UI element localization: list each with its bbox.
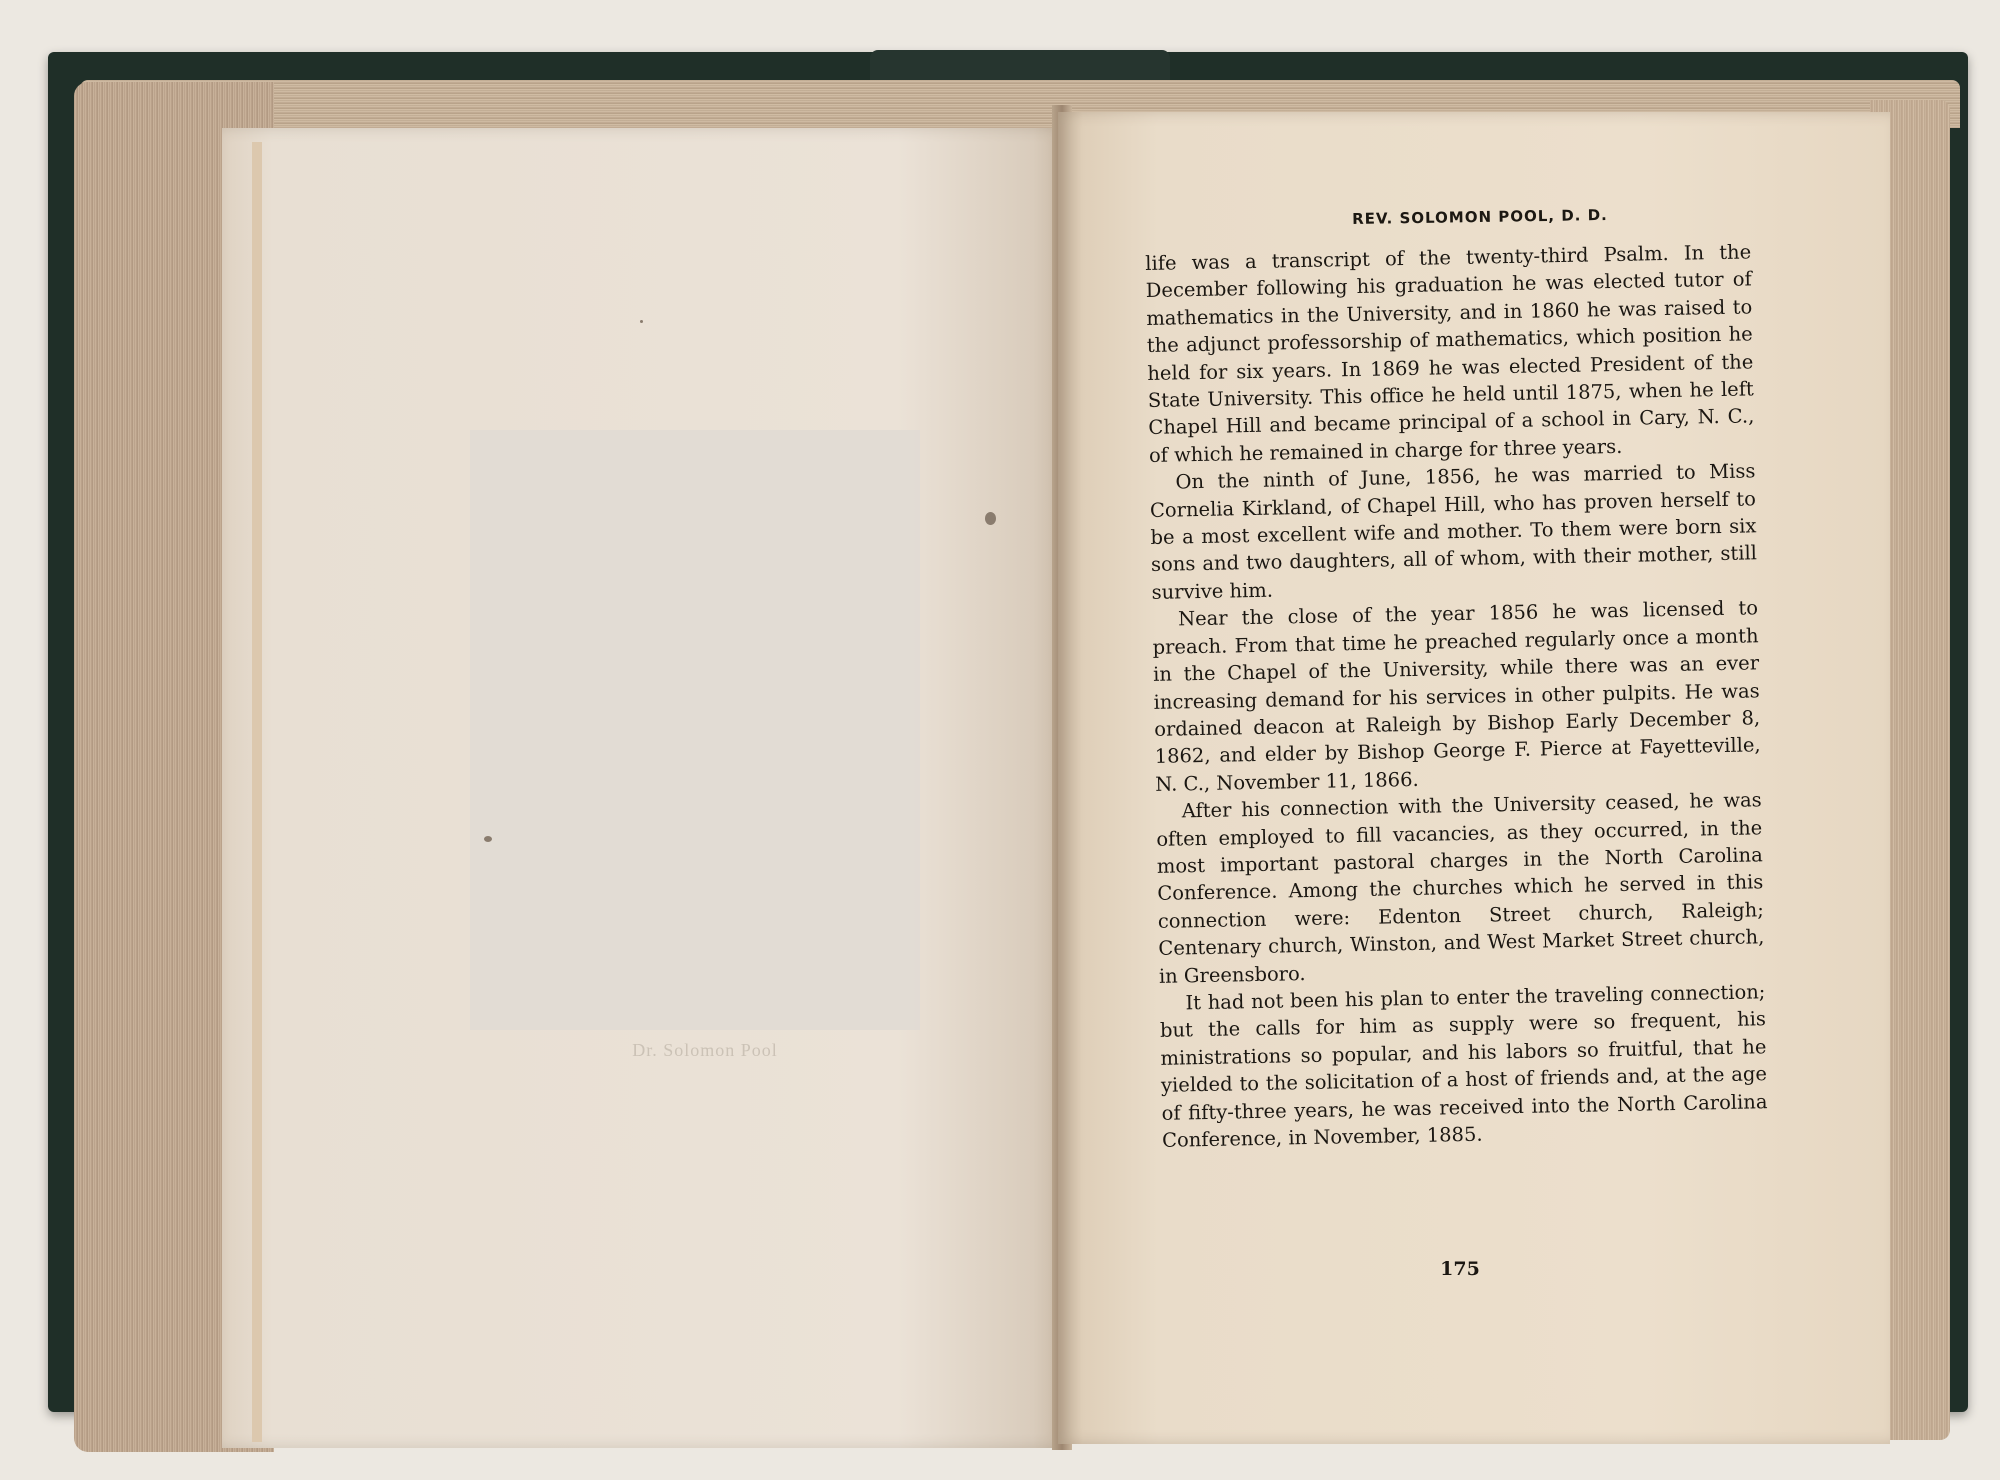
running-head: REV. SOLOMON POOL, D. D. xyxy=(1351,205,1608,229)
paper-speck xyxy=(985,512,996,525)
paragraph: On the ninth of June, 1856, he was married to Miss Cornelia Kirkland, of Chapel Hill, who has proven herself to be a most excellent wife and mother. To them were born six sons and two daughters, all of whom, with their mother, still survive him. xyxy=(1149,459,1758,604)
left-page-tissue-edge xyxy=(252,142,262,1442)
paragraph: life was a transcript of the twenty-third Psalm. In the December following his graduation he was elected tutor of mathematics in the University, and in 1860 he was raised to the adjunct professorship of mathematics, which position he held for six years. In 1869 he was elected President of the State University. This office he held until 1875, when he left Chapel Hill and became principal of a school in Cary, N. C., of which he remained in charge for three years. xyxy=(1145,240,1755,467)
paragraph: After his connection with the University ceased, he was often employed to fill vacancies, as they occurred, in the most important pastoral charges in the North Carolina Conference. Among the churches which he served in this connection were: Edenton Street church, Raleigh; Centenary church, Winston, and West Market Street church, in Greensboro. xyxy=(1156,788,1765,988)
paper-speck xyxy=(484,836,492,842)
paragraph: Near the close of the year 1856 he was licensed to preach. From that time he preached regularly once a month in the Chapel of the University, while there was an ever increasing demand for his services in other pulpits. He was ordained deacon at Raleigh by Bishop Early December 8, 1862, and elder by Bishop George F. Pierce at Fayetteville, N. C., November 11, 1866. xyxy=(1152,596,1761,796)
page-number: 175 xyxy=(1440,1258,1480,1280)
show-through-caption: Dr. Solomon Pool xyxy=(632,1040,778,1060)
paragraph: It had not been his plan to enter the traveling connection; but the calls for him as supply were so frequent, his ministrations so popular, and his labors so fruitful, that he yielded to the solicitation of a host of friends and, at the age of fifty-three years, he was received into the North Carolina Conference, in November, 1885. xyxy=(1159,980,1768,1152)
show-through-plate xyxy=(470,430,920,1030)
body-text xyxy=(1145,238,1770,1239)
paper-speck xyxy=(640,320,643,323)
